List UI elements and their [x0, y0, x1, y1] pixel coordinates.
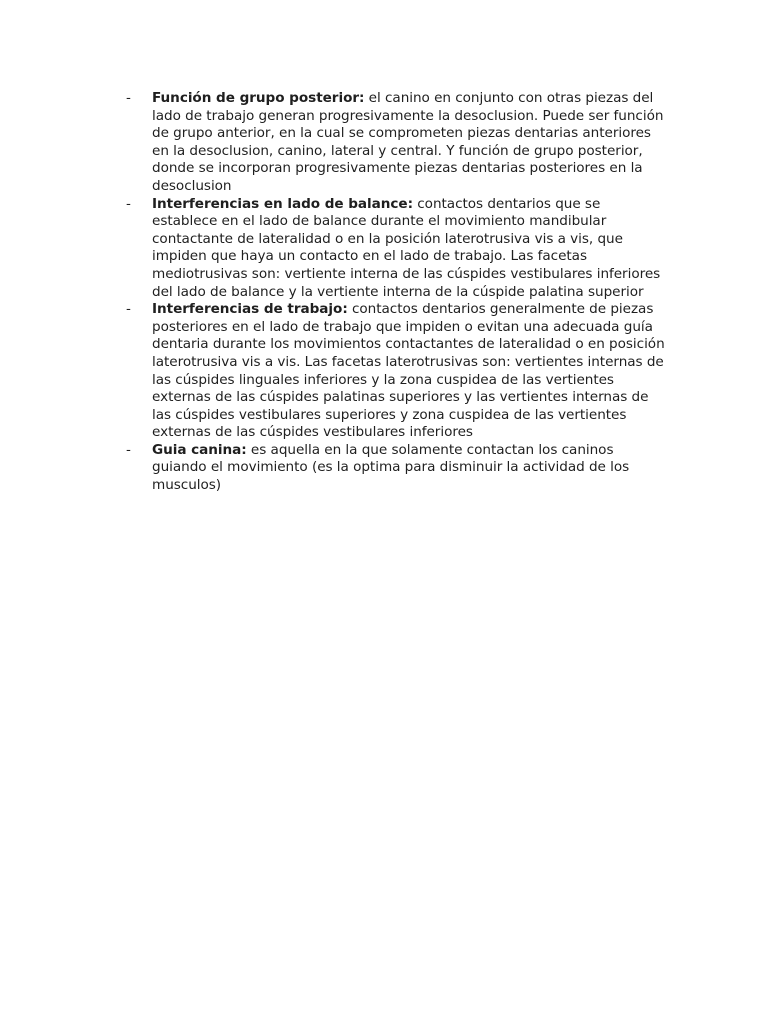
list-item-guia-canina	[126, 442, 666, 495]
dash-bullet-icon: -	[126, 301, 131, 318]
term-description: es aquella en la que solamente contactan los caninos guiando el movimiento (es la optima para disminuir la actividad de los musculos)	[152, 441, 630, 494]
term-description: contactos dentarios que se establece en el lado de balance durante el movimiento mandibular contactante de lateralidad o en la posición laterotrusiva vis a vis, que impiden que haya un contacto en el lado de trabajo. Las facetas mediotrusivas son: vertiente interna de las cúspides vestibulares inferiores del lado de balance y la vertiente interna de la cúspide palatina superior	[152, 195, 661, 300]
term-heading: Interferencias de trabajo:	[152, 301, 348, 318]
dash-bullet-icon: -	[126, 195, 131, 212]
list-item-funcion-grupo-posterior	[126, 90, 666, 196]
term-heading: Función de grupo posterior:	[152, 90, 365, 106]
dash-bullet-icon: -	[126, 441, 131, 458]
term-heading: Interferencias en lado de balance:	[152, 195, 413, 212]
dash-bullet-icon: -	[126, 90, 131, 106]
list-item-interferencias-balance	[126, 196, 666, 302]
term-heading: Guia canina:	[152, 441, 247, 458]
list-item-interferencias-trabajo	[126, 301, 666, 442]
term-description: contactos dentarios generalmente de piezas posteriores en el lado de trabajo que impiden o evitan una adecuada guía dentaria durante los movimientos contactantes de lateralidad o en posición laterotrusiva vis a vis. Las facetas laterotrusivas son: vertientes internas de las cúspides linguales inferiores y la zona cuspidea de las vertientes externas de las cúspides palatinas superiores y las vertientes internas de las cúspides vestibulares superiores y zona cuspidea de las vertientes externas de las cúspides vestibulares inferiores	[152, 301, 665, 441]
term-description: el canino en conjunto con otras piezas del lado de trabajo generan progresivamente la desoclusion. Puede ser función de grupo anterior, en la cual se comprometen piezas dentarias anteriores en la desoclusion, canino, lateral y central. Y función de grupo posterior, donde se incorporan progresivamente piezas dentarias posteriores en la desoclusion	[152, 90, 664, 194]
bullet-list	[126, 90, 666, 495]
